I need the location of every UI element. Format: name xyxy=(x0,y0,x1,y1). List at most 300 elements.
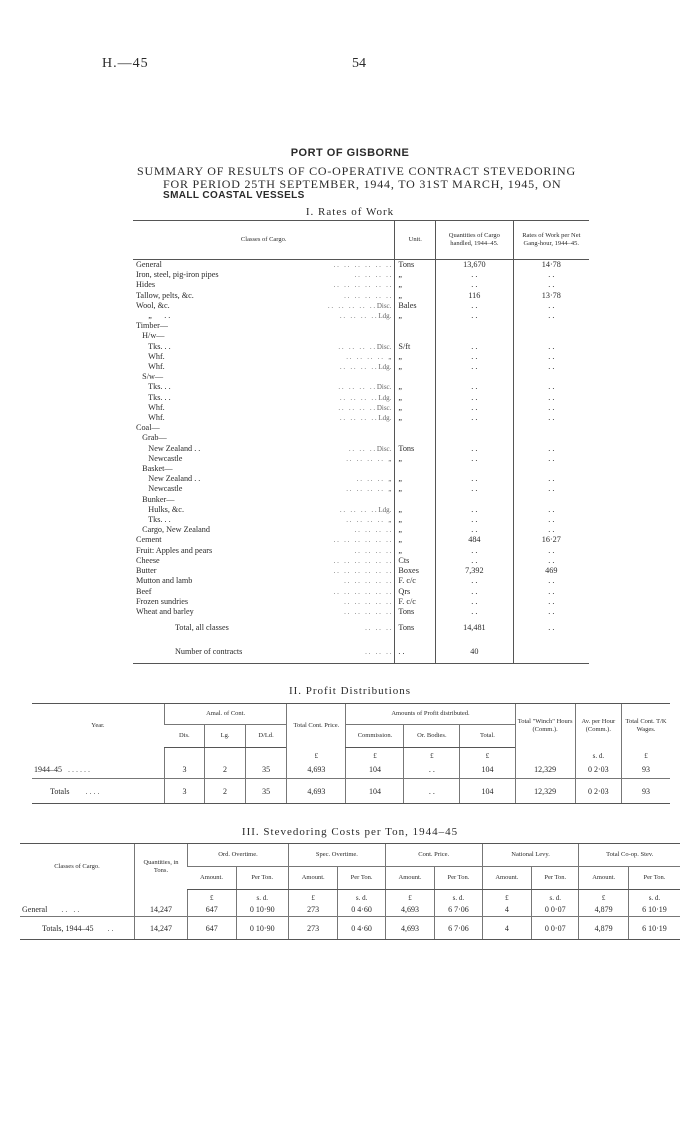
cell: 4 xyxy=(482,917,531,940)
table-row xyxy=(133,495,589,505)
unit-cell: „ xyxy=(395,270,436,280)
table-row xyxy=(20,902,680,917)
cell: 4,693 xyxy=(287,760,346,779)
unit-cell: „ xyxy=(395,474,436,484)
cargo-cell xyxy=(133,576,395,586)
col-classes: Classes of Cargo. xyxy=(20,844,135,890)
class-label: General xyxy=(22,904,48,914)
leader-dots: . . . . . . . . „ xyxy=(346,516,392,525)
table-row xyxy=(133,413,589,423)
table-row xyxy=(133,270,589,280)
year-cell: Totals xyxy=(50,786,70,796)
quantity-cell: . . xyxy=(436,546,513,556)
unit-cell: Boxes xyxy=(395,566,436,576)
cargo-label: Butter xyxy=(136,566,157,576)
cell: 3 xyxy=(164,760,204,779)
unit-cell: Qrs xyxy=(395,587,436,597)
unit-cell: . . xyxy=(395,641,436,664)
leader-dots: . . . . . . . . . . xyxy=(344,291,392,300)
cargo-cell xyxy=(133,525,395,535)
rates-table xyxy=(133,220,589,664)
cell: 104 xyxy=(460,760,515,779)
table-row xyxy=(133,352,589,362)
table-row xyxy=(133,515,589,525)
cargo-cell xyxy=(133,607,395,617)
leader-dots: . . . . . . . . Ldg. xyxy=(339,505,392,514)
rate-cell xyxy=(513,464,589,474)
cell: 4,879 xyxy=(579,902,628,917)
cargo-cell xyxy=(133,280,395,290)
col-amount: Amount. xyxy=(482,867,531,890)
leader-dots: . . . . . . . . . . . . xyxy=(333,261,392,269)
leader-dots: . . . . . . xyxy=(365,648,392,657)
rate-cell: . . xyxy=(548,623,555,633)
table-row xyxy=(133,444,589,454)
unit: £ xyxy=(188,890,237,903)
cargo-label: Timber— xyxy=(136,321,168,331)
table-row xyxy=(133,260,589,271)
rate-cell: 469 xyxy=(545,566,558,576)
quantity-cell: . . xyxy=(436,444,513,454)
leader-dots: . . . . . . . . . . . . xyxy=(333,587,392,596)
unit: s. d. xyxy=(532,890,579,903)
summary-line-1: SUMMARY OF RESULTS OF CO-OPERATIVE CONTRACT STEVEDORING xyxy=(137,164,576,178)
units-row xyxy=(32,748,670,761)
rate-cell: . . xyxy=(548,443,555,453)
cell: 6 10·19 xyxy=(628,917,680,940)
cargo-cell xyxy=(133,331,395,341)
cargo-label: New Zealand . . xyxy=(136,474,201,484)
rate-cell: 14·78 xyxy=(541,260,561,269)
table-row xyxy=(133,556,589,566)
leader-dots: . . . . . . . . xyxy=(354,546,392,555)
leader-dots: . . . . . . xyxy=(68,764,90,774)
cell: 4,693 xyxy=(287,779,346,804)
rate-cell: . . xyxy=(548,351,555,361)
quantity-cell xyxy=(436,495,513,505)
leader-dots: . . . . . . . . . . xyxy=(344,607,392,616)
unit-cell: „ xyxy=(395,484,436,494)
rate-cell: . . xyxy=(548,392,555,402)
unit-cell: F. c/c xyxy=(395,597,436,607)
cell: 0 2·03 xyxy=(575,779,621,804)
cell: 0 4·60 xyxy=(338,917,385,940)
col-total: Total. xyxy=(460,725,515,748)
rate-cell: . . xyxy=(548,606,555,616)
rate-cell xyxy=(513,372,589,382)
year-cell: 1944–45 xyxy=(34,764,62,774)
cargo-label: Hides xyxy=(136,280,156,290)
cell: . . xyxy=(404,779,460,804)
unit: s. d. xyxy=(575,748,621,761)
leader-dots: . . . . . . . . Ldg. xyxy=(339,363,392,372)
cell: 2 xyxy=(205,760,246,779)
row-label: Total, all classes xyxy=(175,623,229,633)
cargo-cell xyxy=(133,484,395,494)
page-ref: H.—45 xyxy=(102,56,149,71)
cargo-cell xyxy=(133,535,395,545)
quantity-cell: . . xyxy=(436,342,513,352)
col-year: Year. xyxy=(32,704,164,748)
table-row xyxy=(133,464,589,474)
cargo-cell xyxy=(133,291,395,301)
cargo-cell xyxy=(133,413,395,423)
total-row xyxy=(133,617,589,641)
leader-dots: . . . . . . . . „ xyxy=(346,352,392,361)
quantity-cell xyxy=(436,372,513,382)
cell: 273 xyxy=(288,902,337,917)
cell: 4,693 xyxy=(385,917,434,940)
rate-cell: . . xyxy=(548,555,555,565)
rate-cell: . . xyxy=(548,341,555,351)
col-lg: Lg. xyxy=(205,725,246,748)
col-commission: Commission. xyxy=(346,725,404,748)
col-spec: Spec. Overtime. xyxy=(288,844,385,867)
cell: 0 10·90 xyxy=(236,917,288,940)
quantity-cell: . . xyxy=(436,576,513,586)
cargo-cell xyxy=(133,641,395,664)
table-row xyxy=(133,321,589,331)
col-total-price: Total Cont. Price. xyxy=(287,704,346,748)
table-row xyxy=(32,760,670,779)
table-row xyxy=(133,525,589,535)
quantity-cell xyxy=(436,464,513,474)
col-dis: Dis. xyxy=(164,725,204,748)
unit-cell: „ xyxy=(395,280,436,290)
cell: 0 2·03 xyxy=(575,760,621,779)
quantity-cell: . . xyxy=(436,311,513,321)
rate-cell: . . xyxy=(548,484,555,494)
unit: £ xyxy=(385,890,434,903)
unit: £ xyxy=(404,748,460,761)
leader-dots: . . . . . . . . „ xyxy=(346,454,392,463)
col-amount: Amount. xyxy=(579,867,628,890)
cargo-cell xyxy=(133,352,395,362)
cargo-cell xyxy=(133,597,395,607)
quantity-cell: . . xyxy=(436,393,513,403)
cargo-cell xyxy=(133,546,395,556)
cargo-label: Wheat and barley xyxy=(136,606,194,616)
quantity-cell: . . xyxy=(436,597,513,607)
table-row xyxy=(133,454,589,464)
unit-cell: „ xyxy=(395,362,436,372)
leader-dots: . . . . . . . . xyxy=(354,526,392,535)
unit-cell: Tons xyxy=(395,607,436,617)
rate-cell: . . xyxy=(548,474,555,484)
table-row xyxy=(133,393,589,403)
leader-dots: . . . . . . . . „ xyxy=(346,485,392,494)
table-row xyxy=(133,342,589,352)
cargo-label: Bunker— xyxy=(136,494,175,504)
unit-cell: Cts xyxy=(395,556,436,566)
table-row xyxy=(133,403,589,413)
table-row xyxy=(133,587,589,597)
col-total: Total Co-op. Stev. xyxy=(579,844,680,867)
row-label: Number of contracts xyxy=(175,647,243,657)
quantity-cell: 116 xyxy=(436,291,513,301)
unit: £ xyxy=(622,748,670,761)
col-rates: Rates of Work per Net Gang-hour, 1944–45. xyxy=(513,221,589,260)
unit-cell: „ xyxy=(395,505,436,515)
cargo-label: Beef xyxy=(136,586,152,596)
col-per-ton: Per Ton. xyxy=(236,867,288,890)
cargo-label: Tks. . . xyxy=(136,341,171,351)
cargo-cell xyxy=(133,382,395,392)
quantity-cell: . . xyxy=(436,382,513,392)
cargo-cell xyxy=(133,617,395,641)
table-row xyxy=(133,301,589,311)
totals-row xyxy=(32,779,670,804)
unit: s. d. xyxy=(628,890,680,903)
cargo-label: Whf. xyxy=(136,402,165,412)
quantity-cell: . . xyxy=(436,484,513,494)
table-row xyxy=(133,331,589,341)
table-row xyxy=(133,597,589,607)
cargo-label: Hulks, &c. xyxy=(136,504,184,514)
table-row xyxy=(133,607,589,617)
quantity-cell: 484 xyxy=(436,535,513,545)
col-per-ton: Per Ton. xyxy=(338,867,385,890)
summary-line-2: FOR PERIOD 25TH SEPTEMBER, 1944, TO 31ST MARCH, 1945, ON xyxy=(163,177,562,191)
cargo-label: Iron, steel, pig-iron pipes xyxy=(136,270,219,280)
cargo-cell xyxy=(133,393,395,403)
col-dt: D/Ld. xyxy=(245,725,287,748)
col-unit: Unit. xyxy=(395,221,436,260)
unit-cell: S/ft xyxy=(395,342,436,352)
cargo-cell xyxy=(133,444,395,454)
leader-dots: . . . . . . . . xyxy=(354,271,392,280)
cargo-cell xyxy=(133,505,395,515)
rate-cell: . . xyxy=(548,545,555,555)
cell: 0 4·60 xyxy=(338,902,385,917)
leader-dots: . . . . . . . . . . . . xyxy=(333,281,392,290)
rate-cell: . . xyxy=(548,300,555,310)
quantity-cell: 13,670 xyxy=(436,260,513,271)
quantity-cell: . . xyxy=(436,270,513,280)
col-cont: Cont. Price. xyxy=(385,844,482,867)
unit-cell: „ xyxy=(395,352,436,362)
unit-cell xyxy=(395,495,436,505)
cargo-cell xyxy=(133,372,395,382)
cargo-cell xyxy=(133,342,395,352)
cargo-label: Tks. . . xyxy=(136,382,171,392)
cargo-label: Whf. xyxy=(136,413,165,423)
cell: 6 7·06 xyxy=(435,917,482,940)
col-amount: Amount. xyxy=(288,867,337,890)
cargo-cell xyxy=(133,495,395,505)
unit-cell: Tons xyxy=(395,260,436,271)
unit: s. d. xyxy=(236,890,288,903)
cargo-label: S/w— xyxy=(136,372,164,382)
unit: £ xyxy=(460,748,515,761)
class-cell xyxy=(20,902,135,917)
rate-cell: . . xyxy=(548,596,555,606)
cell: 93 xyxy=(622,760,670,779)
rate-cell: . . xyxy=(548,311,555,321)
class-cell xyxy=(20,917,135,940)
unit-cell xyxy=(395,331,436,341)
table-row xyxy=(133,372,589,382)
profit-title: II. Profit Distributions xyxy=(288,685,412,697)
col-per-ton: Per Ton. xyxy=(628,867,680,890)
unit-cell: Tons xyxy=(395,444,436,454)
leader-dots: . . . . . . . . Disc. xyxy=(338,383,392,392)
leader-dots: . . . . . . „ xyxy=(356,475,392,484)
unit-cell: „ xyxy=(395,311,436,321)
summary-line-3: SMALL COASTAL VESSELS xyxy=(163,190,305,201)
cargo-cell xyxy=(133,423,395,433)
rate-cell: . . xyxy=(548,402,555,412)
page-number: 54 xyxy=(352,56,366,71)
leader-dots: . . . . . . . . . . xyxy=(344,597,392,606)
cargo-label: Grab— xyxy=(136,433,167,443)
unit-cell: F. c/c xyxy=(395,576,436,586)
rate-cell: . . xyxy=(548,382,555,392)
unit-cell xyxy=(395,433,436,443)
rate-cell: 13·78 xyxy=(541,290,561,300)
leader-dots: . . . . . . Disc. xyxy=(348,444,392,453)
cargo-label: Newcastle xyxy=(136,453,183,463)
col-quantities: Quantities of Cargo handled, 1944–45. xyxy=(436,221,513,260)
unit: s. d. xyxy=(338,890,385,903)
unit-cell: „ xyxy=(395,393,436,403)
rate-cell: . . xyxy=(548,515,555,525)
quantity-cell: . . xyxy=(436,403,513,413)
table-row xyxy=(133,311,589,321)
rate-cell: . . xyxy=(548,413,555,423)
unit-cell: Bales xyxy=(395,301,436,311)
cargo-label: Frozen sundries xyxy=(136,596,189,606)
cargo-cell xyxy=(133,433,395,443)
leader-dots: . . . . . . xyxy=(365,624,392,633)
cargo-label: Newcastle xyxy=(136,484,183,494)
quantity-cell xyxy=(436,321,513,331)
rate-cell xyxy=(513,321,589,331)
leader-dots: . . . . . . . . . . . . xyxy=(333,567,392,576)
col-ord: Ord. Overtime. xyxy=(188,844,289,867)
cell: 4,879 xyxy=(579,917,628,940)
cell: 273 xyxy=(288,917,337,940)
cargo-label: Wool, &c. xyxy=(136,300,170,310)
leader-dots: . . . . . . . . Ldg. xyxy=(339,414,392,423)
rate-cell xyxy=(513,641,589,664)
rate-cell: . . xyxy=(548,453,555,463)
unit-cell: Tons xyxy=(395,617,436,641)
cell: 3 xyxy=(164,779,204,804)
cargo-label: Basket— xyxy=(136,464,173,474)
leader-dots: . . . . . . . . Disc. xyxy=(338,403,392,412)
unit-cell: „ xyxy=(395,413,436,423)
leader-dots: . . . . . . . . . . . . xyxy=(333,556,392,565)
rate-cell: . . xyxy=(548,504,555,514)
cargo-cell xyxy=(133,474,395,484)
rate-cell: . . xyxy=(548,586,555,596)
units-row xyxy=(20,890,680,903)
unit-cell: „ xyxy=(395,291,436,301)
unit-cell: „ xyxy=(395,525,436,535)
quantity-cell xyxy=(436,423,513,433)
cargo-cell xyxy=(133,403,395,413)
unit-cell: „ xyxy=(395,546,436,556)
col-tk: Total Cont. T/K Wages. xyxy=(622,704,670,748)
cell: 14,247 xyxy=(135,917,188,940)
unit-cell: „ xyxy=(395,454,436,464)
cell: 35 xyxy=(245,779,287,804)
cell: 12,329 xyxy=(515,760,575,779)
unit-cell: „ xyxy=(395,382,436,392)
cargo-cell xyxy=(133,515,395,525)
leader-dots: . . xyxy=(107,923,114,933)
cargo-label: General xyxy=(136,260,162,269)
table-row xyxy=(133,433,589,443)
cargo-label: Cheese xyxy=(136,555,160,565)
cargo-label: Cement xyxy=(136,535,162,545)
table-row xyxy=(133,484,589,494)
col-hours: Total "Winch" Hours (Comm.). xyxy=(515,704,575,748)
quantity-cell: . . xyxy=(436,474,513,484)
quantity-cell: . . xyxy=(436,280,513,290)
quantity-cell: . . xyxy=(436,352,513,362)
rates-title: I. Rates of Work xyxy=(305,206,395,218)
cargo-label: Whf. xyxy=(136,362,165,372)
cell: 647 xyxy=(188,917,237,940)
cell: 4 xyxy=(482,902,531,917)
quantity-cell: . . xyxy=(436,607,513,617)
unit-cell xyxy=(395,423,436,433)
col-levy: National Levy. xyxy=(482,844,579,867)
cargo-cell xyxy=(133,566,395,576)
quantity-cell: 14,481 xyxy=(436,617,513,641)
cargo-label: New Zealand . . xyxy=(136,443,201,453)
quantity-cell: . . xyxy=(436,515,513,525)
leader-dots: . . . . xyxy=(61,904,80,914)
cell: 6 7·06 xyxy=(435,902,482,917)
cargo-label: „ . . xyxy=(136,311,171,321)
col-classes: Classes of Cargo. xyxy=(133,221,395,260)
unit-cell xyxy=(395,321,436,331)
leader-dots: . . . . . . . . Ldg. xyxy=(339,312,392,321)
cell: 647 xyxy=(188,902,237,917)
table-row xyxy=(133,546,589,556)
class-label: Totals, 1944–45 xyxy=(42,923,94,933)
cargo-label: H/w— xyxy=(136,331,165,341)
cargo-cell xyxy=(133,362,395,372)
leader-dots: . . . . . . . . Disc. xyxy=(338,342,392,351)
rate-cell: . . xyxy=(548,576,555,586)
cargo-cell xyxy=(133,311,395,321)
rate-cell: . . xyxy=(548,525,555,535)
unit: £ xyxy=(482,890,531,903)
costs-title: III. Stevedoring Costs per Ton, 1944–45 xyxy=(241,826,459,838)
table-row xyxy=(133,576,589,586)
cell: 2 xyxy=(205,779,246,804)
quantity-cell: 40 xyxy=(436,641,513,664)
cargo-label: Fruit: Apples and pears xyxy=(136,545,213,555)
quantity-cell xyxy=(436,433,513,443)
totals-row xyxy=(20,917,680,940)
rate-cell xyxy=(513,495,589,505)
col-amounts: Amounts of Profit distributed. xyxy=(346,704,515,725)
col-per-ton: Per Ton. xyxy=(532,867,579,890)
cargo-label: Whf. xyxy=(136,351,165,361)
cell xyxy=(20,890,135,903)
cargo-label: Mutton and lamb xyxy=(136,576,193,586)
table-row xyxy=(133,280,589,290)
cell: 104 xyxy=(460,779,515,804)
rate-cell xyxy=(513,433,589,443)
table-row xyxy=(133,535,589,545)
leader-dots: . . . . . . . . . . Disc. xyxy=(327,301,392,310)
